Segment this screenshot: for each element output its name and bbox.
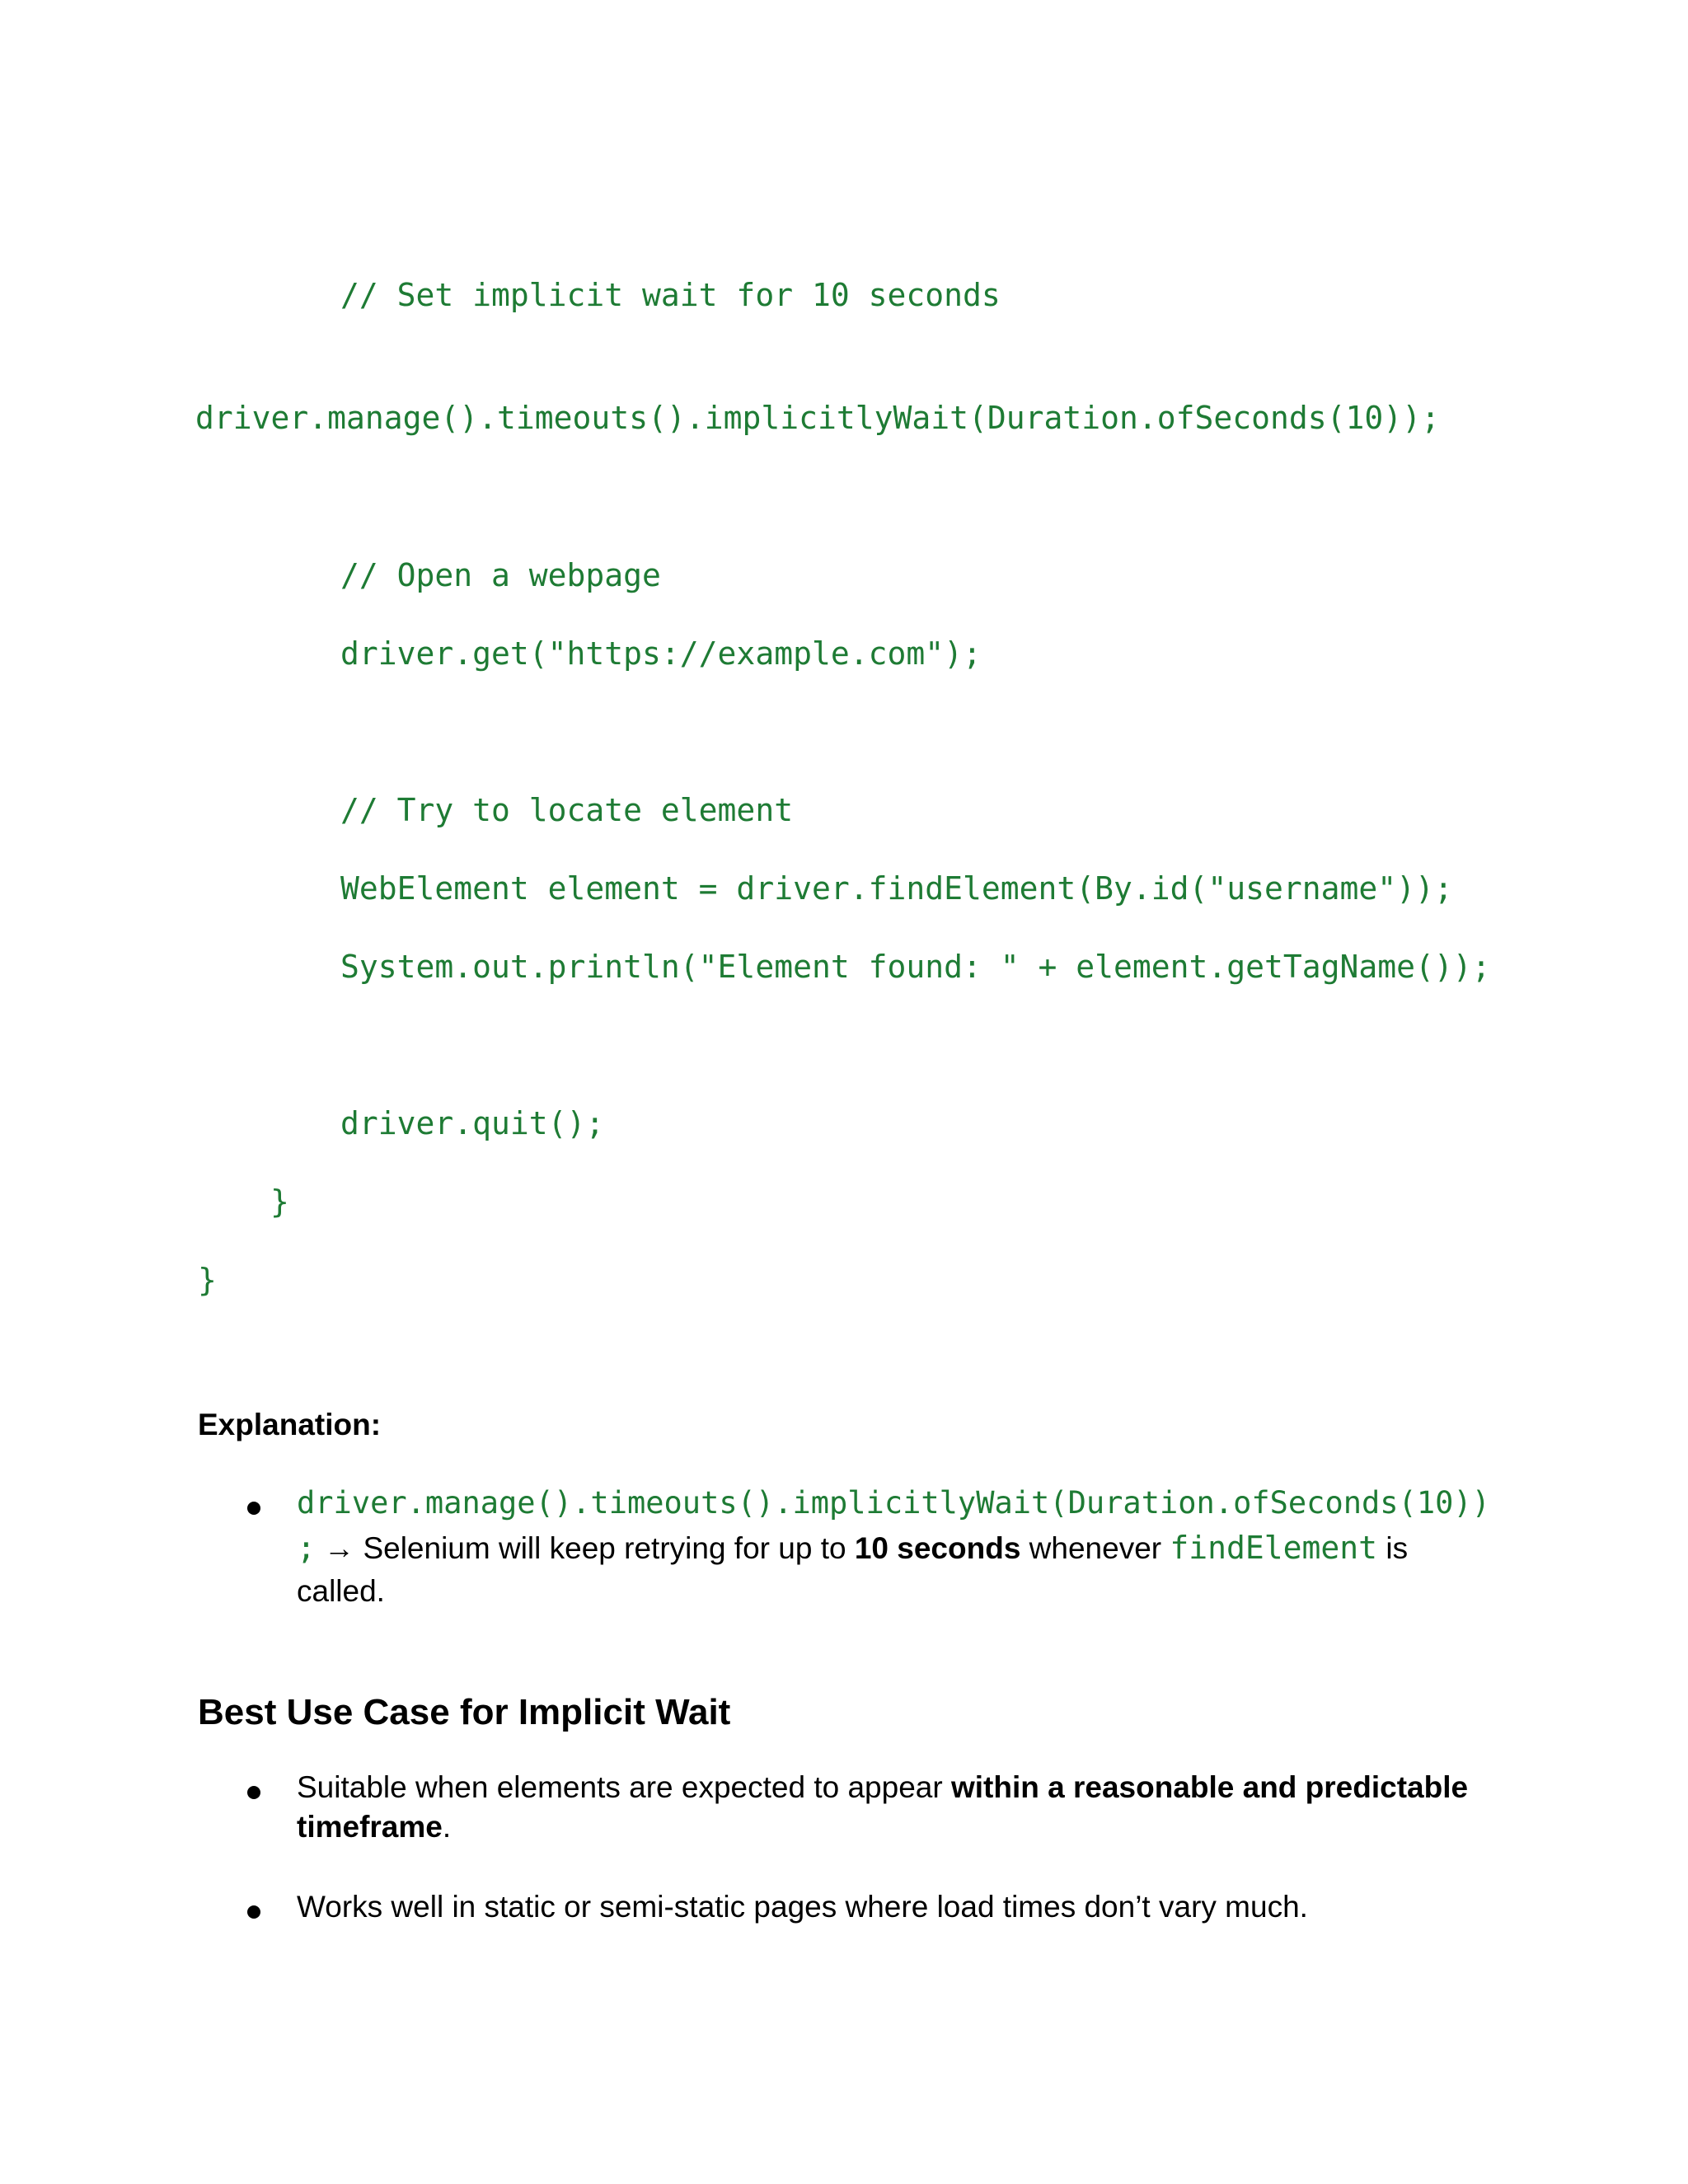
explanation-text-end: is called. <box>297 1531 1409 1608</box>
best-use-text-before-bold: Suitable when elements are expected to appear <box>297 1770 951 1804</box>
code-quit-line: driver.quit(); <box>340 1105 605 1141</box>
explanation-bold-duration: 10 seconds <box>854 1531 1021 1565</box>
code-comment-implicit-wait: // Set implicit wait for 10 seconds <box>340 277 1001 313</box>
explanation-heading: Explanation: <box>198 1408 382 1441</box>
code-get-url-line: driver.get("https://example.com"); <box>340 635 982 672</box>
explanation-inline-code-findelement: findElement <box>1170 1530 1378 1566</box>
code-comment-open-webpage: // Open a webpage <box>340 557 661 593</box>
code-find-element-line: WebElement element = driver.findElement(By.id("username")); <box>340 870 1453 907</box>
code-close-class-brace: } <box>198 1262 217 1298</box>
bullet-dot-icon <box>247 1905 260 1919</box>
code-comment-locate-element: // Try to locate element <box>340 792 794 828</box>
best-use-bullet-text: Works well in static or semi-static pages where load times don’t vary much. <box>297 1890 1308 1924</box>
explanation-text-before-bold: → Selenium will keep retrying for up to <box>315 1531 855 1565</box>
code-close-method-brace: } <box>270 1183 289 1220</box>
best-use-text-after-bold: . <box>442 1810 452 1844</box>
explanation-code-part2: ; <box>297 1530 316 1566</box>
explanation-text-after-bold: whenever <box>1020 1531 1170 1565</box>
bullet-dot-icon <box>247 1502 260 1515</box>
code-implicit-wait-line: driver.manage().timeouts().implicitlyWait(Duration.ofSeconds(10)); <box>195 400 1440 436</box>
code-println-line: System.out.println("Element found: " + element.getTagName()); <box>340 949 1491 985</box>
best-use-bold-timeframe: within a reasonable and predictable timeframe <box>297 1770 1469 1844</box>
best-use-case-heading: Best Use Case for Implicit Wait <box>198 1692 731 1732</box>
bullet-dot-icon <box>247 1786 260 1799</box>
explanation-bullet-text <box>297 1480 1490 1613</box>
best-use-bullet-text <box>297 1768 1484 1847</box>
explanation-code-part1: driver.manage().timeouts().implicitlyWait(Duration.ofSeconds(10)) <box>297 1485 1490 1521</box>
